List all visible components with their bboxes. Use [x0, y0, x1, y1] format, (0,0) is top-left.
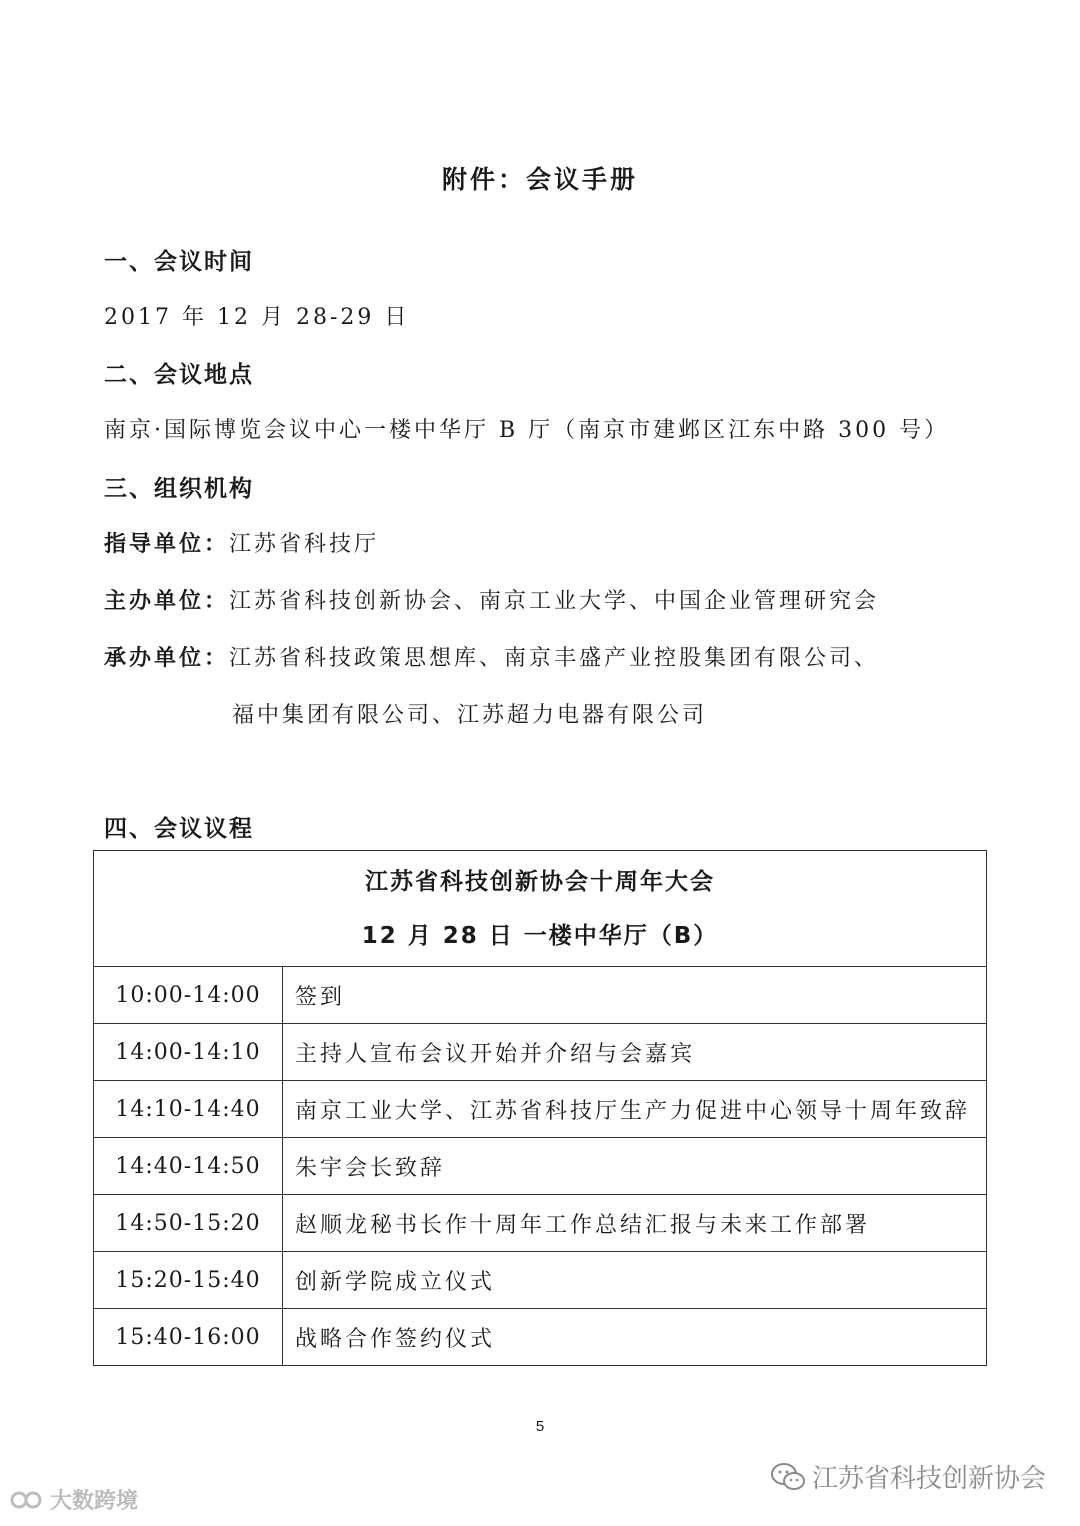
host-unit-label: 主办单位： [104, 589, 230, 614]
watermark-left-text: 大数跨境 [50, 1489, 139, 1514]
agenda-item: 主持人宣布会议开始并介绍与会嘉宾 [283, 1024, 987, 1081]
guide-unit-label: 指导单位： [104, 532, 230, 557]
guide-unit-value: 江苏省科技厅 [229, 532, 380, 557]
agenda-row [94, 1252, 987, 1309]
meeting-date: 2017 年 12 月 28-29 日 [104, 305, 410, 330]
agenda-time: 14:00-14:10 [94, 1024, 283, 1081]
agenda-time: 14:40-14:50 [94, 1138, 283, 1195]
guide-unit-row [104, 527, 379, 558]
agenda-header-row [94, 851, 987, 967]
section-heading-location: 二、会议地点 [104, 362, 254, 388]
agenda-row [94, 1138, 987, 1195]
agenda-header-cell [94, 851, 987, 967]
organizer-unit-row [104, 641, 879, 672]
agenda-time: 15:20-15:40 [94, 1252, 283, 1309]
organizer-unit-label: 承办单位： [104, 646, 230, 671]
agenda-title: 江苏省科技创新协会十周年大会 [365, 868, 715, 895]
host-unit-value: 江苏省科技创新协会、南京工业大学、中国企业管理研究会 [229, 589, 880, 614]
agenda-item: 朱宇会长致辞 [283, 1138, 987, 1195]
watermark-right [770, 1458, 1046, 1495]
watermark-left [10, 1484, 138, 1515]
agenda-row [94, 967, 987, 1024]
meeting-location: 南京·国际博览会议中心一楼中华厅 B 厅（南京市建邺区江东中路 300 号） [104, 418, 950, 443]
agenda-time: 14:10-14:40 [94, 1081, 283, 1138]
document-title: 附件：会议手册 [441, 165, 638, 194]
section-heading-organization: 三、组织机构 [104, 476, 254, 502]
agenda-item: 创新学院成立仪式 [283, 1252, 987, 1309]
agenda-row [94, 1024, 987, 1081]
agenda-time: 15:40-16:00 [94, 1309, 283, 1366]
section-heading-agenda: 四、会议议程 [104, 816, 254, 842]
agenda-time: 14:50-15:20 [94, 1195, 283, 1252]
section-heading-time: 一、会议时间 [104, 249, 254, 275]
agenda-table [93, 850, 987, 1366]
wechat-icon [770, 1462, 806, 1492]
agenda-subtitle: 12 月 28 日 一楼中华厅（B） [361, 922, 719, 949]
agenda-item: 南京工业大学、江苏省科技厅生产力促进中心领导十周年致辞 [283, 1081, 987, 1138]
watermark-right-text: 江苏省科技创新协会 [811, 1464, 1046, 1494]
page-number: 5 [535, 1418, 545, 1435]
organizer-unit-value-continued: 福中集团有限公司、江苏超力电器有限公司 [232, 703, 708, 728]
agenda-row [94, 1195, 987, 1252]
brand-logo-icon [10, 1488, 44, 1512]
agenda-row [94, 1081, 987, 1138]
agenda-item: 赵顺龙秘书长作十周年工作总结汇报与未来工作部署 [283, 1195, 987, 1252]
agenda-row [94, 1309, 987, 1366]
host-unit-row [104, 584, 879, 615]
agenda-item: 签到 [283, 967, 987, 1024]
organizer-unit-value: 江苏省科技政策思想库、南京丰盛产业控股集团有限公司、 [229, 646, 880, 671]
agenda-time: 10:00-14:00 [94, 967, 283, 1024]
agenda-item: 战略合作签约仪式 [283, 1309, 987, 1366]
